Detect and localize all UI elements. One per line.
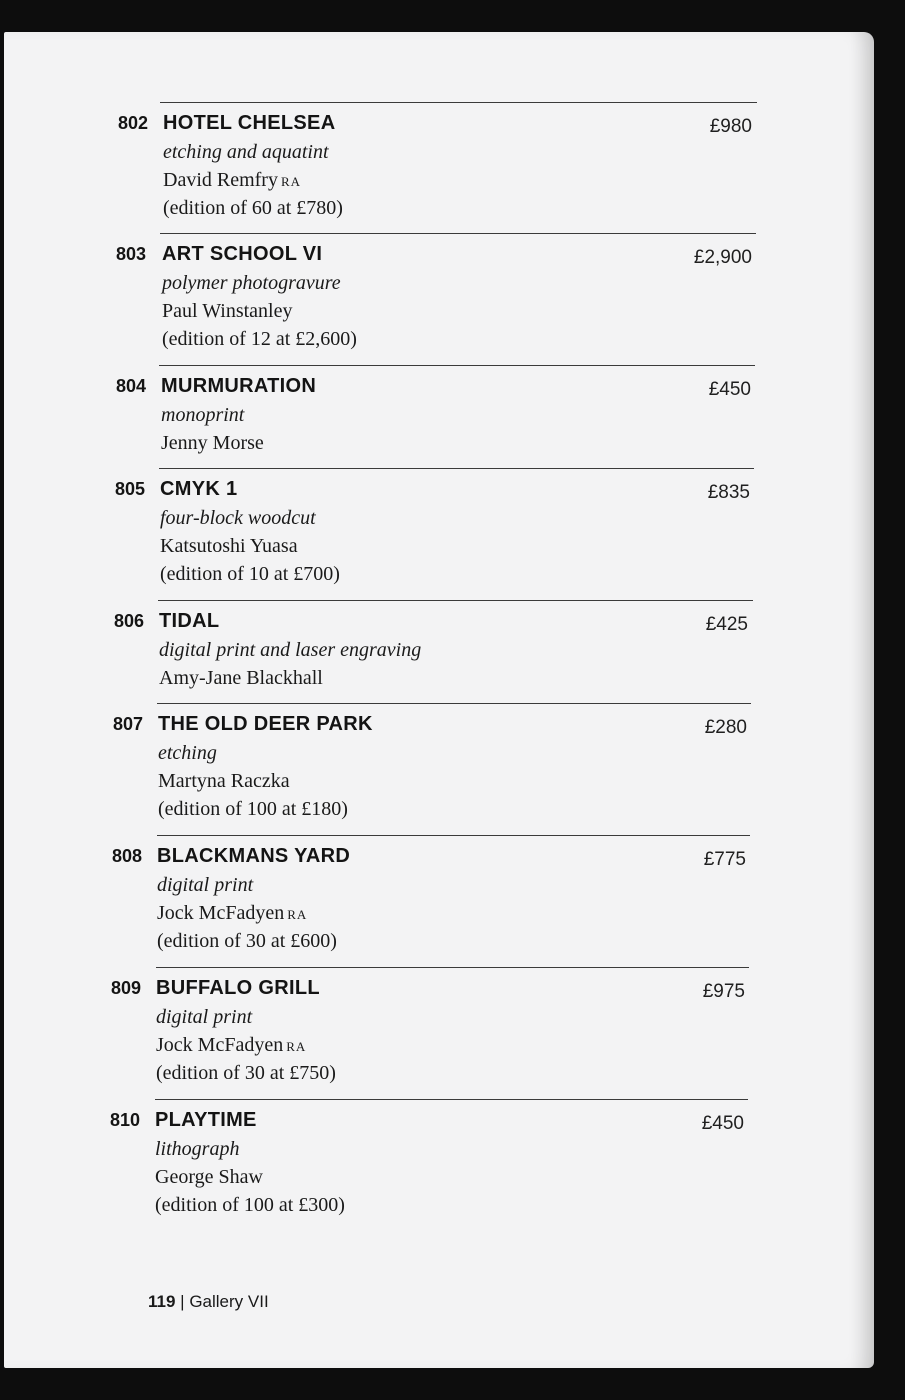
artwork-medium: etching and aquatint [163, 141, 329, 163]
entry-divider [159, 365, 755, 366]
artwork-title: CMYK 1 [160, 478, 238, 500]
edition-info: (edition of 30 at £750) [156, 1062, 336, 1084]
artwork-medium: digital print [157, 874, 254, 896]
price: £980 [709, 116, 752, 137]
entry-divider [158, 600, 753, 601]
lot-number: 810 [109, 1110, 140, 1130]
lot-number: 803 [115, 244, 146, 264]
artist-name: Jock McFadyen RA [156, 1034, 307, 1056]
price: £835 [707, 482, 750, 503]
edition-info: (edition of 100 at £180) [158, 798, 348, 820]
lot-number: 804 [115, 376, 146, 396]
edition-info: (edition of 12 at £2,600) [162, 328, 357, 350]
artist-suffix: RA [280, 174, 302, 189]
lot-number: 806 [113, 611, 144, 631]
edition-info: (edition of 60 at £780) [163, 197, 343, 219]
artwork-medium: digital print and laser engraving [159, 639, 422, 661]
artist-suffix: RA [287, 907, 308, 922]
artwork-medium: polymer photogravure [162, 272, 341, 294]
entry-divider [156, 967, 749, 968]
artwork-medium: lithograph [155, 1138, 240, 1160]
price: £2,900 [693, 247, 752, 268]
artist-name: Paul Winstanley [162, 300, 293, 322]
edition-info: (edition of 100 at £300) [155, 1194, 345, 1216]
artwork-title: THE OLD DEER PARK [158, 713, 373, 735]
artwork-title: PLAYTIME [155, 1109, 257, 1131]
artwork-title: TIDAL [159, 610, 220, 632]
section-name: Gallery VII [189, 1292, 269, 1311]
artist-name: George Shaw [155, 1166, 263, 1188]
artist-name: Amy-Jane Blackhall [159, 667, 323, 689]
artist-suffix: RA [286, 1039, 307, 1054]
edition-info: (edition of 10 at £700) [160, 563, 340, 585]
artist-name: Jenny Morse [161, 432, 264, 454]
artwork-title: BUFFALO GRILL [156, 977, 320, 999]
catalogue-page [4, 32, 874, 1368]
artwork-medium: digital print [156, 1006, 253, 1028]
price: £450 [708, 379, 751, 400]
page-number: 119 [148, 1292, 176, 1311]
artwork-medium: monoprint [161, 404, 245, 426]
lot-number: 809 [110, 978, 141, 998]
artwork-medium: four-block woodcut [160, 507, 316, 529]
entry-divider [160, 233, 756, 234]
page-footer [148, 1292, 269, 1312]
price: £280 [704, 717, 747, 738]
artwork-title: ART SCHOOL VI [162, 243, 323, 265]
lot-number: 805 [114, 479, 145, 499]
entry-divider [160, 102, 757, 103]
footer-separator: | [175, 1292, 190, 1311]
lot-number: 807 [112, 714, 143, 734]
entry-divider [157, 835, 750, 836]
lot-number: 802 [117, 113, 148, 133]
artwork-medium: etching [158, 742, 217, 764]
artist-name: Martyna Raczka [158, 770, 290, 792]
price: £975 [702, 981, 745, 1002]
lot-number: 808 [111, 846, 142, 866]
artwork-title: BLACKMANS YARD [157, 845, 351, 867]
artwork-title: HOTEL CHELSEA [163, 112, 336, 134]
page-edge-shadow [850, 32, 874, 1368]
entry-divider [155, 1099, 748, 1100]
price: £425 [705, 614, 748, 635]
entry-divider [159, 468, 754, 469]
artwork-title: MURMURATION [161, 375, 317, 397]
price: £450 [701, 1113, 744, 1134]
artist-name: David Remfry RA [163, 169, 302, 191]
price: £775 [703, 849, 746, 870]
entry-divider [157, 703, 751, 704]
edition-info: (edition of 30 at £600) [157, 930, 337, 952]
artist-name: Katsutoshi Yuasa [160, 535, 298, 557]
artist-name: Jock McFadyen RA [157, 902, 308, 924]
